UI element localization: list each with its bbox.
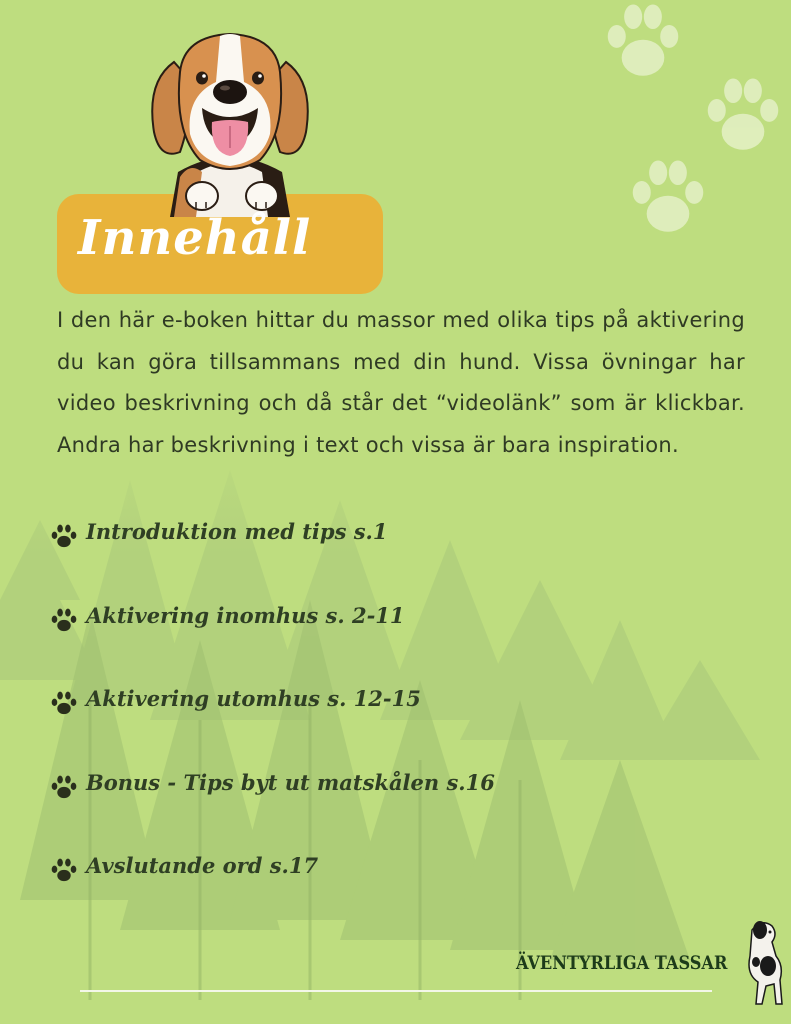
paw-icon — [50, 857, 78, 885]
toc-item-label: Aktivering utomhus s. 12-15 — [86, 686, 421, 711]
toc-item-label: Aktivering inomhus s. 2-11 — [86, 603, 405, 628]
paw-print-icon — [594, 2, 692, 84]
toc-item-label: Avslutande ord s.17 — [86, 853, 319, 878]
footer-divider — [80, 990, 712, 992]
dog-logo — [732, 916, 790, 1008]
paw-icon — [50, 607, 78, 635]
brand-name: ÄVENTYRLIGA TASSAR — [516, 952, 728, 974]
toc-item-label: Introduktion med tips s.1 — [86, 519, 388, 544]
toc-item-label: Bonus - Tips byt ut matskålen s.16 — [86, 770, 495, 795]
paw-icon — [50, 774, 78, 802]
paw-icon — [50, 523, 78, 551]
beagle-illustration — [140, 22, 320, 217]
paw-print-icon — [695, 76, 791, 158]
paw-print-icon — [620, 158, 716, 240]
intro-paragraph: I den här e-boken hittar du massor med olika tips på aktivering du kan göra tillsammans med din hund. Vissa övningar har video beskrivning och då står det “videolänk” som är klickbar. Andra har beskrivning i text och vissa är bara inspiration. — [57, 308, 745, 457]
page-title: Innehåll — [78, 210, 312, 266]
paw-icon — [50, 690, 78, 718]
